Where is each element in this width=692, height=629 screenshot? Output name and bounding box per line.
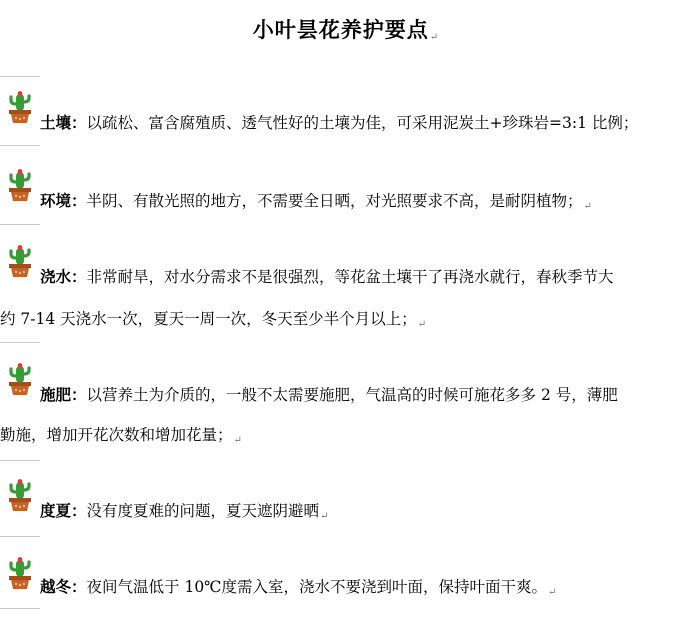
section-label: 度夏 [40,501,72,520]
decoration-line [0,224,40,225]
paragraph-mark: ↵ [583,201,592,212]
section-label: 施肥 [40,385,72,404]
section-text: 土壤：以疏松、富含腐殖质、透气性好的土壤为佳，可采用泥炭土+珍珠岩=3:1 比例； [40,113,639,132]
section-line: 以疏松、富含腐殖质、透气性好的土壤为佳，可采用泥炭土+珍珠岩=3:1 比例； [86,114,639,132]
section-text: 环境：半阴、有散光照的地方，不需要全日晒，对光照要求不高，是耐阴植物；↵ [40,191,592,212]
document-title: 小叶昙花养护要点↵ [252,17,440,43]
section-line: 没有度夏难的问题，夏天遮阴避晒 [86,502,320,520]
decoration-line [0,76,40,77]
decoration-line [0,536,40,537]
paragraph-mark: ↵ [233,435,242,446]
section-text-continued [0,304,690,340]
section-line: 半阴、有散光照的地方，不需要全日晒，对光照要求不高，是耐阴植物； [86,192,583,210]
decoration-line [0,342,40,343]
section-line: 夜间气温低于 10℃度需入室，浇水不要浇到叶面，保持叶面干爽。 [86,578,548,596]
section-line: 约 7-14 天浇水一次，夏天一周一次，冬天至少半个月以上； [0,310,417,328]
section-label: 环境 [40,191,72,210]
section-text: 越冬：夜间气温低于 10℃度需入室，浇水不要浇到叶面，保持叶面干爽。↵ [40,577,557,598]
paragraph-mark: ↵ [548,587,557,598]
section-line: 勤施，增加开花次数和增加花量； [0,426,233,444]
decoration-line [0,608,40,609]
section-label: 土壤 [40,113,72,132]
section-line: 非常耐旱，对水分需求不是很强烈，等花盆土壤干了再浇水就行，春秋季节大 [86,268,614,286]
decoration-line [0,145,40,146]
section-text: 浇水：非常耐旱，对水分需求不是很强烈，等花盆土壤干了再浇水就行，春秋季节大 [40,267,614,286]
section-label: 越冬 [40,577,72,596]
section-text: 度夏：没有度夏难的问题，夏天遮阴避晒↵ [40,501,329,522]
section-label: 浇水 [40,267,72,286]
section-text: 施肥：以营养土为介质的，一般不太需要施肥，气温高的时候可施花多多 2 号，薄肥 [40,385,618,404]
paragraph-mark: ↵ [320,511,329,522]
section-text-continued [0,420,690,456]
decoration-line [0,460,40,461]
paragraph-mark: ↵ [429,32,440,43]
paragraph-mark: ↵ [417,319,427,330]
section-line: 以营养土为介质的，一般不太需要施肥，气温高的时候可施花多多 2 号，薄肥 [86,386,618,404]
